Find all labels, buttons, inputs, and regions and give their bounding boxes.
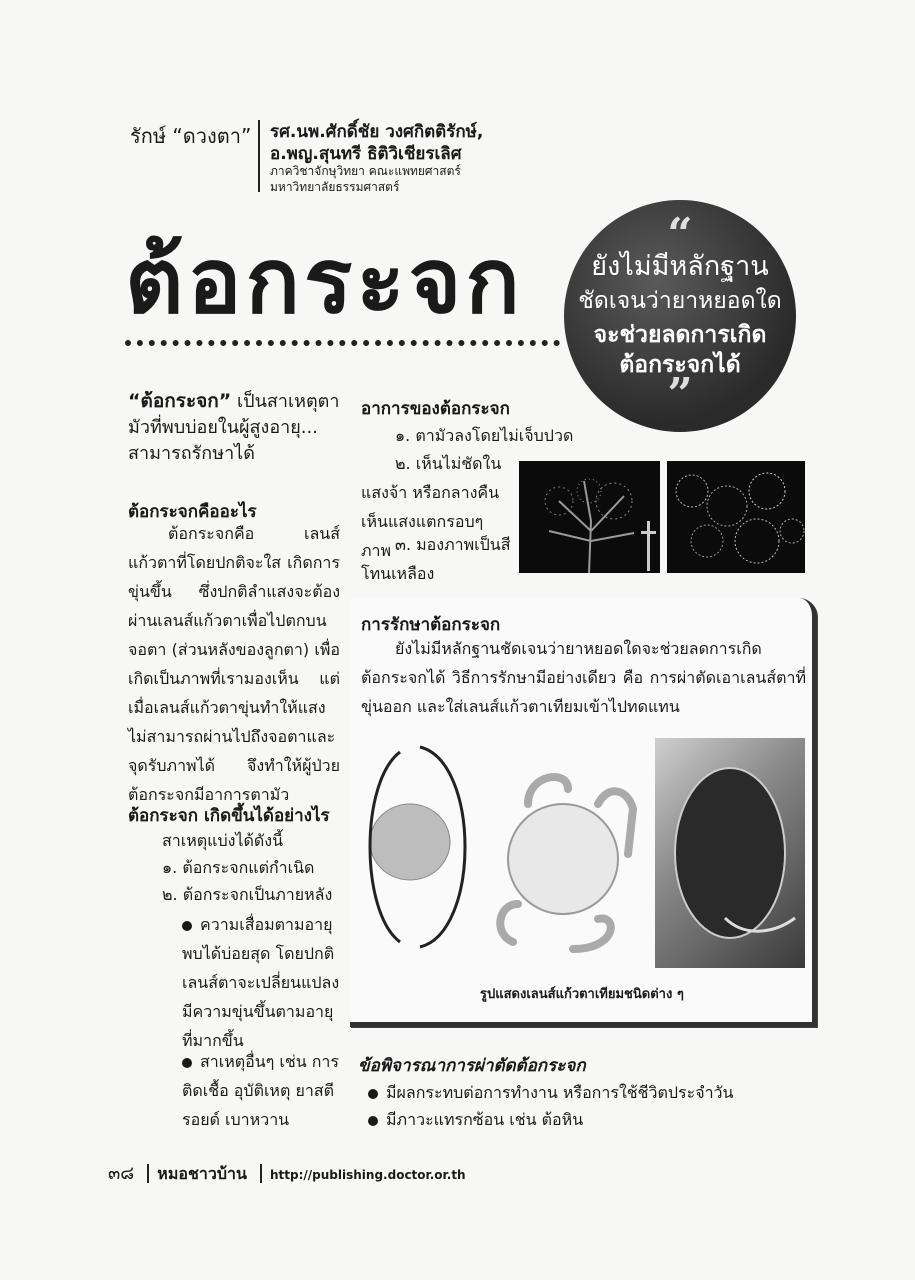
bullet-icon [368,1116,378,1126]
causes-sub-1-text: ความเสื่อมตามอายุ พบได้บ่อยสุด โดยปกติเลนส์ตาจะเปลี่ยนแปลงมีความขุ่นขึ้นตามอายุที่มากขึ้น [182,915,340,1050]
treatment-heading: การรักษาต้อกระจก [361,615,501,635]
lens-haptics-illustration [488,764,643,964]
close-quote-icon: ” [667,369,693,420]
considerations-item-2-text: มีภาวะแทรกซ้อน เช่น ต้อหิน [386,1110,584,1129]
quote-line-2: ชัดเจนว่ายาหยอดใด [578,288,782,314]
open-quote-icon: “ [667,209,693,260]
night-scene-photo [519,461,660,573]
considerations-item-1 [368,1078,733,1107]
bullet-icon [182,1058,192,1068]
bullet-icon [368,1089,378,1099]
treatment-body: ยังไม่มีหลักฐานชัดเจนว่ายาหยอดใดจะช่วยลดการเกิดต้อกระจกได้ วิธีการรักษามีอย่างเดียว คือ การผ่าตัดเอาเลนส์ตาที่ขุ่นออก และใส่เลนส์แก้วตาเทียมเข้าไปทดแทน [361,639,806,716]
author-line-2: อ.พญ.สุนทรี ธิติวิเชียรเลิศ [270,144,462,164]
tree-lights-image [519,461,660,573]
authors [270,121,483,165]
symptoms-item-2: ๒. เห็นไม่ชัดในแสงจ้า หรือกลางคืนเห็นแสงแตกรอบๆ ภาพ [361,454,502,560]
lens-photo [655,738,805,968]
pull-quote [564,200,796,432]
lead-bold: “ต้อกระจก” [128,390,232,412]
dept-line-1: ภาควิชาจักษุวิทยา คณะแพทยศาสตร์ [270,164,461,178]
dotted-divider [125,340,560,346]
what-is-body: ต้อกระจกคือ เลนส์แก้วตาที่โดยปกติจะใส เกิดการขุ่นขึ้น ซึ่งปกติลำแสงจะต้องผ่านเลนส์แก้วตาเพื่อไปตกบนจอตา (ส่วนหลังของลูกตา) เพื่อเกิดเป็นภาพที่เรามองเห็น แต่เมื่อเลนส์แก้วตาขุ่นทำให้แสงไม่สามารถผ่านไปถึงจอตาและจุดรับภาพได้ จึงทำให้ผู้ป่วยต้อกระจกมีอาการตามัว [128,524,340,804]
what-is-heading: ต้อกระจกคืออะไร [128,502,257,522]
lens-side-illustration [360,742,480,952]
causes-intro: สาเหตุแบ่งได้ดังนี้ [162,831,284,850]
considerations-heading: ข้อพิจารณาการผ่าตัดต้อกระจก [358,1056,586,1076]
header-divider [258,120,260,192]
implanted-lens-image [655,738,805,968]
page-number: ๓๘ [108,1163,135,1184]
causes-sub-2 [182,1047,342,1134]
causes-sub-2-text: สาเหตุอื่นๆ เช่น การติดเชื้อ อุบัติเหตุ ยาสตีรอยด์ เบาหวาน [182,1052,339,1129]
considerations-item-1-text: มีผลกระทบต่อการทำงาน หรือการใช้ชีวิตประจำวัน [386,1083,734,1102]
dept-line-2: มหาวิทยาลัยธรรมศาสตร์ [270,180,400,194]
symptoms-item-1: ๑. ตามัวลงโดยไม่เจ็บปวด [395,426,574,445]
lead-paragraph [128,388,343,467]
causes-item-1: ๑. ต้อกระจกแต่กำเนิด [162,858,315,877]
quote-line-1: ยังไม่มีหลักฐาน [591,251,769,282]
quote-line-4: ต้อกระจกได้ [619,352,741,378]
magazine-name: หมอชาวบ้าน [157,1164,247,1183]
considerations-item-2 [368,1105,583,1134]
causes-item-2: ๒. ต้อกระจกเป็นภายหลัง [162,885,333,904]
lead-rest: เป็นสาเหตุตามัวที่พบบ่อยในผู้สูงอายุ... สามารถรักษาได้ [128,391,340,464]
quote-line-3: จะช่วยลดการเกิด [593,322,767,348]
glare-scene-photo [667,461,805,573]
author-line-1: รศ.นพ.ศักดิ์ชัย วงศกิตติรักษ์, [270,122,484,142]
magazine-url: http://publishing.doctor.or.th [270,1168,466,1182]
page-footer [108,1158,466,1187]
bullet-icon [182,921,192,931]
lens-caption: รูปแสดงเลนส์แก้วตาเทียมชนิดต่าง ๆ [480,987,684,1002]
causes-sub-1 [182,910,342,1055]
causes-heading: ต้อกระจก เกิดขึ้นได้อย่างไร [128,806,330,826]
symptoms-item-3: ๓. มองภาพเป็นสีโทนเหลือง [361,535,511,583]
column-name: รักษ์ “ดวงตา” [130,124,252,148]
halo-lights-image [667,461,805,573]
article-title: ต้อกระจก [125,229,524,334]
symptoms-heading: อาการของต้อกระจก [361,399,510,419]
author-affiliation [270,163,461,195]
